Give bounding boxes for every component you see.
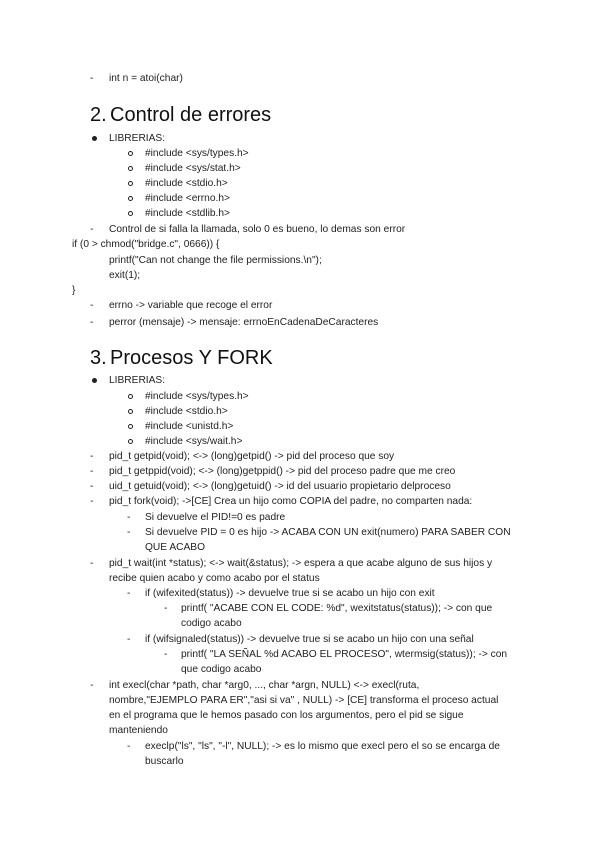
circle-bullet-icon [128,166,133,171]
libs-label: LIBRERIAS: [109,133,166,144]
text-line: printf( "LA SEÑAL %d ACABO EL PROCESO", wtermsig(status)); -> con [181,649,508,660]
text-line: int execl(char *path, char *arg0, ..., char *argn, NULL) <-> execl(ruta, [109,680,420,691]
include-line: #include <stdio.h> [145,178,228,189]
section-heading-2 [90,103,271,127]
dash-marker: - [127,512,131,523]
dash-marker: - [90,466,94,477]
text-line: uid_t getuid(void); <-> (long)getuid() -> id del usuario propietario delproceso [109,481,451,492]
text-line: recibe quien acabo y como acabo por el status [109,573,320,584]
text-line: Si devuelve el PID!=0 es padre [145,512,286,523]
dash-marker: - [127,527,131,538]
code-line: if (0 > chmod("bridge.c", 0666)) { [72,239,220,250]
include-line: #include <sys/types.h> [145,148,249,159]
dash-marker: - [164,603,168,614]
section-heading-3 [90,346,273,370]
circle-bullet-icon [128,151,133,156]
dash-marker: - [90,73,94,84]
dash-marker: - [90,481,94,492]
text-line: QUE ACABO [145,542,206,553]
include-line: #include <unistd.h> [145,421,234,432]
dash-marker: - [90,451,94,462]
note-line: Control de si falla la llamada, solo 0 es bueno, lo demas son error [109,224,406,235]
text-line: pid_t getppid(void); <-> (long)getppid() -> pid del proceso padre que me creo [109,466,456,477]
text-line: Si devuelve PID = 0 es hijo -> ACABA CON UN exit(numero) PARA SABER CON [145,527,511,538]
code-line: } [72,285,76,296]
include-line: #include <errno.h> [145,193,230,204]
include-line: #include <stdio.h> [145,406,228,417]
text-line: nombre,"EJEMPLO PARA ER","asi si va" , NULL) -> [CE] transforma el proceso actual [109,695,499,706]
circle-bullet-icon [128,181,133,186]
include-line: #include <sys/types.h> [145,391,249,402]
text-line: pid_t fork(void); ->[CE] Crea un hijo como COPIA del padre, no comparten nada: [109,496,473,507]
include-line: #include <stdlib.h> [145,208,230,219]
include-line: #include <sys/stat.h> [145,163,241,174]
dash-marker: - [90,558,94,569]
text-line: pid_t getpid(void); <-> (long)getpid() -> pid del proceso que soy [109,451,395,462]
code-line: exit(1); [109,270,141,281]
code-line: printf("Can not change the file permissions.\n"); [109,255,322,266]
text-line: errno -> variable que recoge el error [109,300,273,311]
circle-bullet-icon [128,424,133,429]
bullet-icon [92,136,97,141]
circle-bullet-icon [128,439,133,444]
dash-marker: - [127,588,131,599]
dash-marker: - [90,317,94,328]
circle-bullet-icon [128,211,133,216]
include-line: #include <sys/wait.h> [145,436,243,447]
text-line: manteniendo [109,725,168,736]
text-line: codigo acabo [181,618,242,629]
text-line: pid_t wait(int *status); <-> wait(&status); -> espera a que acabe alguno de sus hijos y [109,558,493,569]
dash-marker: - [90,300,94,311]
heading-title: Control de errores [110,104,272,126]
text-line: printf( "ACABE CON EL CODE: %d", wexitstatus(status)); -> con que [181,603,493,614]
libs-label: LIBRERIAS: [109,375,166,386]
heading-number: 2. [90,104,107,126]
text-line: if (wifsignaled(status)) -> devuelve true si se acabo un hijo con una señal [145,634,474,645]
text-line: en el programa que le hemos pasado con los argumentos, pero el pid se sigue [109,710,464,721]
circle-bullet-icon [128,196,133,201]
text-line: if (wifexited(status)) -> devuelve true si se acabo un hijo con exit [145,588,435,599]
text-line: int n = atoi(char) [109,73,183,84]
dash-marker: - [90,224,94,235]
text-line: buscarlo [145,756,184,767]
dash-marker: - [127,741,131,752]
heading-number: 3. [90,347,107,369]
dash-marker: - [127,634,131,645]
circle-bullet-icon [128,394,133,399]
dash-marker: - [164,649,168,660]
text-line: perror (mensaje) -> mensaje: errnoEnCadenaDeCaracteres [109,317,379,328]
text-line: execlp("ls", "ls", "-l", NULL); -> es lo mismo que execl pero el so se encarga de [145,741,500,752]
dash-marker: - [90,680,94,691]
circle-bullet-icon [128,409,133,414]
bullet-icon [92,378,97,383]
dash-marker: - [90,496,94,507]
heading-title: Procesos Y FORK [110,347,273,369]
text-line: que codigo acabo [181,664,262,675]
